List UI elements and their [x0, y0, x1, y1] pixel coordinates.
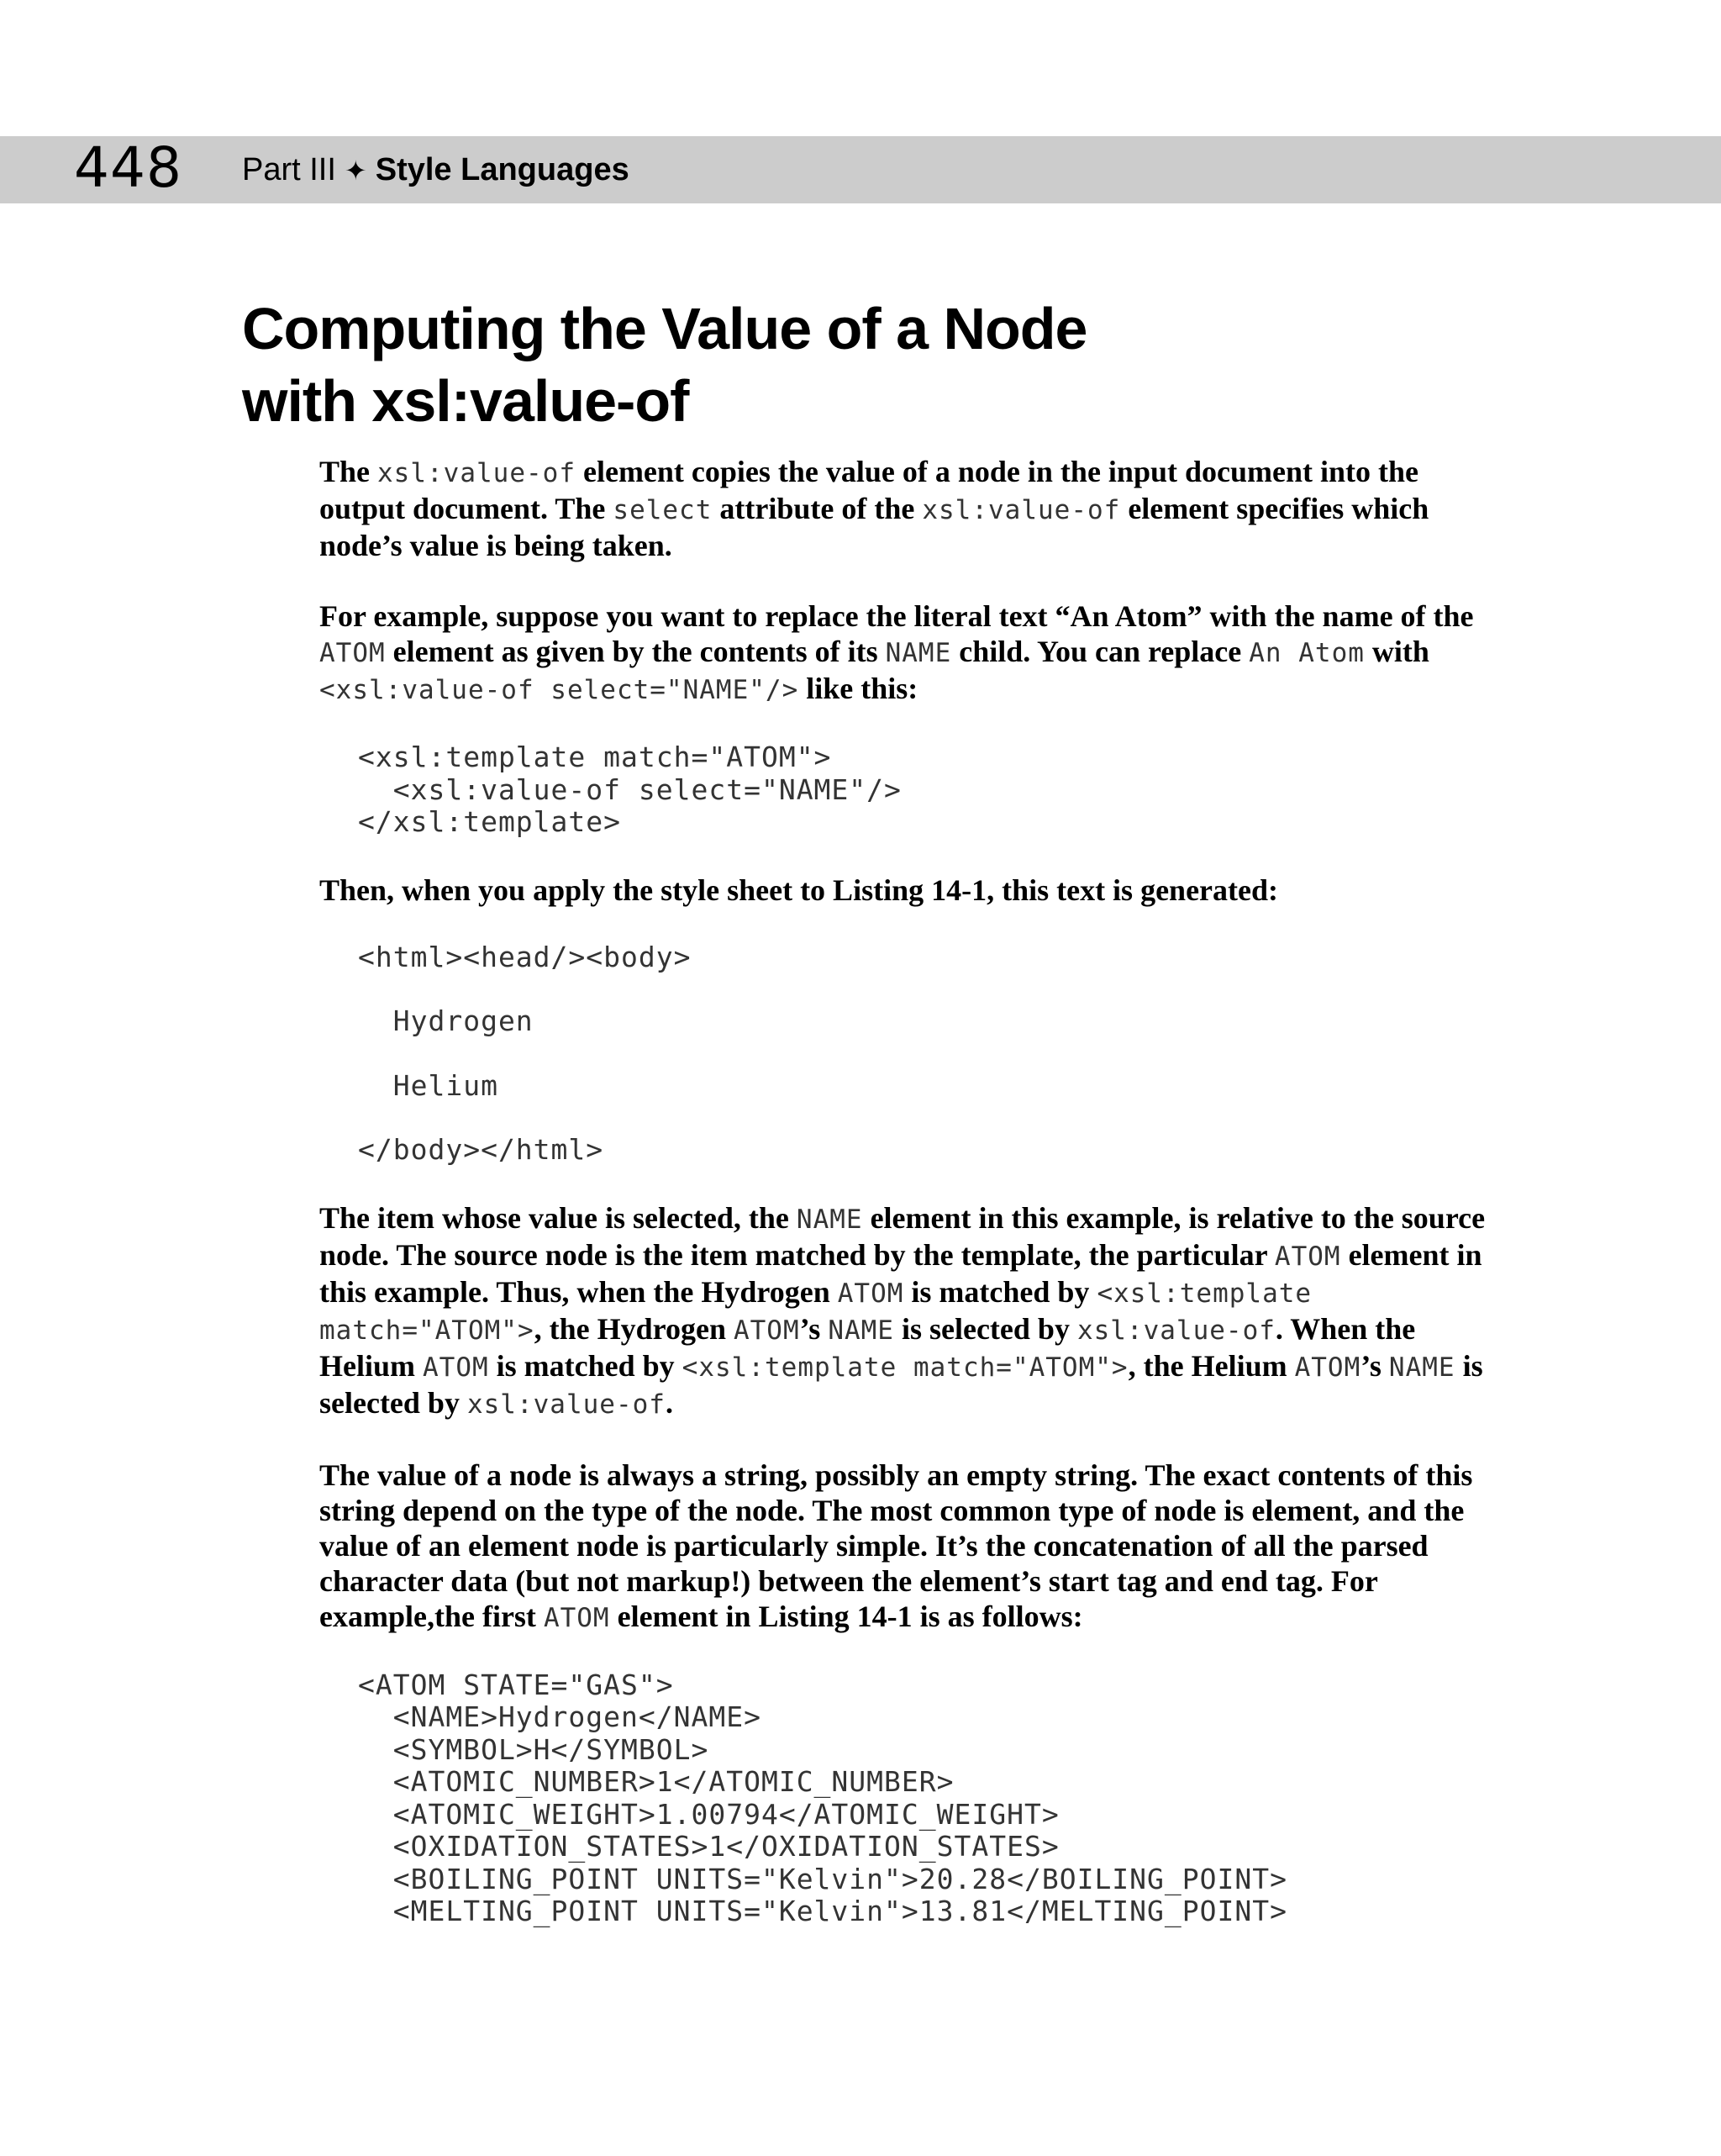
code-run: xsl:value-of: [377, 458, 576, 488]
text-run: element in this example. Thus, when the Hydrogen: [319, 1237, 1482, 1309]
paragraph-intro: [319, 454, 1496, 563]
text-run: ’s: [1360, 1348, 1389, 1383]
text-run: element in Listing 14-1 is as follows:: [609, 1599, 1083, 1633]
chapter-title: Style Languages: [375, 152, 629, 187]
text-run: element as given by the contents of its: [385, 635, 886, 668]
code-run: ATOM: [837, 1278, 904, 1309]
code-run: ATOM: [543, 1602, 610, 1633]
code-run: <xsl:template match="ATOM">: [682, 1352, 1129, 1383]
code-block-atom-listing: <ATOM STATE="GAS"> <NAME>Hydrogen</NAME> <SYMBOL>H</SYMBOL> <ATOMIC_NUMBER>1</ATOMIC_NUMBER> <ATOMIC_WEIGHT>1.00794</ATOMIC_WEIGHT> <OXIDATION_STATES>1</OXIDATION_STATES> <BOILING_POINT UNITS="Kelvin">20.28</BOILING_POINT> <MELTING_POINT UNITS="Kelvin">13.81</MELTING_POINT>: [358, 1668, 1287, 1927]
text-run: .: [665, 1385, 673, 1420]
code-run: NAME: [796, 1204, 863, 1235]
text-run: , the Hydrogen: [534, 1311, 734, 1346]
code-run: <xsl:template match="ATOM">: [319, 1278, 1313, 1346]
paragraph-then: Then, when you apply the style sheet to Listing 14-1, this text is generated:: [319, 872, 1278, 907]
text-run: is selected by: [893, 1311, 1077, 1346]
code-run: NAME: [885, 638, 952, 668]
output-line-2: Hydrogen: [358, 1004, 534, 1037]
code-run: select: [613, 495, 713, 525]
text-run: with: [1364, 635, 1429, 668]
output-line-3: Helium: [358, 1068, 498, 1102]
text-run: The: [319, 455, 378, 488]
text-run: ’s: [799, 1311, 829, 1346]
code-run: xsl:value-of: [466, 1389, 666, 1420]
paragraph-example: [319, 598, 1496, 708]
section-title: [242, 293, 1503, 437]
code-run: An Atom: [1249, 638, 1365, 668]
code-run: ATOM: [1294, 1352, 1361, 1383]
code-run: NAME: [1388, 1352, 1455, 1383]
paragraph-source-node: [319, 1200, 1496, 1422]
page-number: 448: [74, 135, 182, 200]
part-label: Part III: [242, 152, 336, 187]
text-run: is selected by: [319, 1348, 1483, 1420]
code-run: <xsl:value-of select="NAME"/>: [319, 675, 799, 705]
text-run: element in this example, is relative to the source node. The source node is the item matched by the template, the particular: [319, 1200, 1486, 1272]
code-block-template: <xsl:template match="ATOM"> <xsl:value-of select="NAME"/> </xsl:template>: [358, 741, 902, 838]
section-title-line-2: with xsl:value-of: [242, 368, 689, 434]
code-run: xsl:value-of: [922, 495, 1121, 525]
code-run: ATOM: [733, 1315, 800, 1346]
text-run: . When the Helium: [319, 1311, 1416, 1383]
code-run: NAME: [828, 1315, 894, 1346]
text-run: attribute of the: [712, 492, 923, 525]
code-run: ATOM: [1274, 1241, 1341, 1272]
code-run: ATOM: [319, 638, 386, 668]
text-run: The item whose value is selected, the: [319, 1200, 797, 1235]
text-run: element specifies which node’s value is being taken.: [319, 492, 1429, 562]
text-run: child. You can replace: [951, 635, 1250, 668]
text-run: For example, suppose you want to replace the literal text “An Atom” with the name of the: [319, 599, 1474, 633]
text-run: is matched by: [488, 1348, 682, 1383]
body-text: [319, 454, 1496, 1928]
text-run: like this:: [798, 672, 918, 705]
text-run: The value of a node is always a string, possibly an empty string. The exact contents of this string depend on the type of the node. The most common type of node is element, and the value of an element node is particularly simple. It’s the concatenation of all the parsed character data (but not markup!) between the element’s start tag and end tag. For example,the first: [319, 1458, 1473, 1633]
paragraph-node-value: [319, 1458, 1496, 1636]
code-run: ATOM: [423, 1352, 489, 1383]
text-run: element copies the value of a node in the input document into the output document. The: [319, 455, 1418, 525]
output-line-1: <html><head/><body>: [358, 940, 692, 973]
text-run: , the Helium: [1128, 1348, 1295, 1383]
section-title-line-1: Computing the Value of a Node: [242, 296, 1087, 361]
output-line-4: </body></html>: [358, 1133, 604, 1166]
diamond-separator-icon: ✦: [344, 156, 367, 186]
text-run: is matched by: [903, 1274, 1097, 1309]
code-run: xsl:value-of: [1076, 1315, 1276, 1346]
running-head: [242, 136, 629, 203]
